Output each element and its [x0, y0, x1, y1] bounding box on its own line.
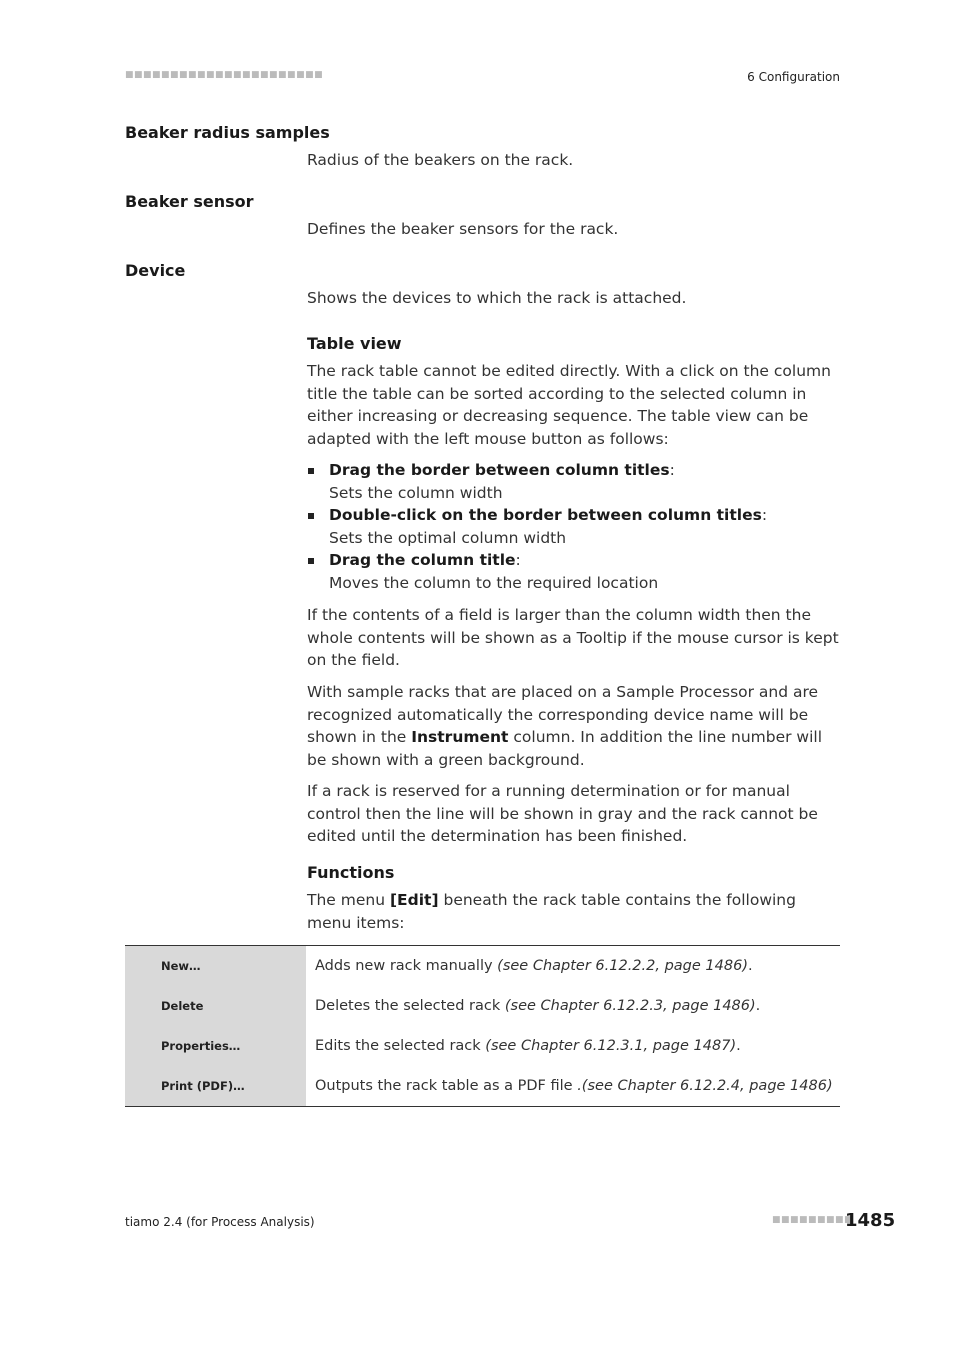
menu-desc-tail: .: [736, 1038, 741, 1054]
menu-desc-text: Outputs the rack table as a PDF file: [315, 1078, 578, 1094]
table-row: [125, 946, 840, 987]
menu-item-description: [306, 1026, 840, 1066]
menu-desc-text: Deletes the selected rack: [315, 998, 505, 1014]
bullet-separator: :: [515, 551, 521, 569]
bullet-title: Drag the border between column titles: [329, 461, 670, 479]
functions-intro: [307, 889, 842, 934]
menu-item-description: [306, 986, 840, 1026]
menu-item-description: [306, 1066, 840, 1107]
menu-desc-ref: (see Chapter 6.12.3.1, page 1487): [485, 1038, 737, 1054]
functions-intro-bold: [Edit]: [389, 891, 439, 909]
bullet-item: [307, 549, 842, 594]
footer-product: tiamo 2.4 (for Process Analysis): [125, 1215, 315, 1229]
reserved-rack-paragraph: If a rack is reserved for a running determination or for manual control then the line will be shown in gray and the rack cannot be edited until the determination has been finished.: [307, 782, 818, 845]
menu-desc-text: Edits the selected rack: [315, 1038, 486, 1054]
menu-desc-text: Adds new rack manually: [315, 958, 498, 974]
bullet-separator: :: [761, 506, 768, 524]
bullet-text: Sets the optimal column width: [329, 528, 567, 547]
menu-desc-ref: (see Chapter 6.12.2.2, page 1486): [497, 958, 748, 974]
sample-para-after: column. In addition the line number will be shown with a green background.: [307, 728, 823, 769]
functions-intro-after: beneath the rack table contains the following menu items:: [307, 891, 796, 932]
bullet-square-icon: [308, 468, 314, 474]
term-device: Device: [125, 261, 186, 280]
menu-desc-ref: (see Chapter 6.12.2.3, page 1486): [504, 998, 756, 1014]
menu-item-properties: Properties…: [125, 1026, 306, 1066]
bullet-separator: :: [669, 461, 675, 479]
sample-para-before: With sample racks that are placed on a Sample Processor and are recognized automatically the corresponding device name will be shown in the: [307, 683, 819, 746]
menu-desc-tail: .: [755, 998, 761, 1014]
menu-item-new: New…: [125, 946, 306, 987]
bullet-title: Double-click on the border between column titles: [329, 506, 762, 524]
sample-para-bold: Instrument: [411, 728, 509, 746]
desc-device: Shows the devices to which the rack is attached.: [307, 289, 687, 307]
table-row: [125, 1066, 840, 1107]
table-view-bullets: [307, 459, 842, 594]
functions-intro-before: The menu: [307, 891, 390, 909]
desc-beaker-sensor: Defines the beaker sensors for the rack.: [307, 220, 619, 238]
bullet-square-icon: [308, 513, 314, 519]
table-row: [125, 1026, 840, 1066]
table-view-heading: Table view: [307, 334, 402, 353]
menu-item-description: [306, 946, 840, 987]
desc-beaker-radius-samples: Radius of the beakers on the rack.: [307, 151, 574, 169]
bullet-item: [307, 504, 842, 549]
bullet-item: [307, 459, 842, 504]
header-chapter: 6 Configuration: [747, 70, 840, 84]
bullet-text: Sets the column width: [329, 483, 503, 502]
tooltip-paragraph: If the contents of a field is larger than the column width then the whole contents will be shown as a Tooltip if the mouse cursor is kept on the field.: [307, 606, 839, 669]
bullet-square-icon: [308, 558, 314, 564]
menu-item-print-pdf: Print (PDF)…: [125, 1066, 306, 1107]
sample-racks-paragraph: [307, 681, 842, 771]
table-row: [125, 986, 840, 1026]
menu-item-delete: Delete: [125, 986, 306, 1026]
page-number: 1485: [845, 1210, 896, 1231]
bullet-text: Moves the column to the required location: [329, 573, 659, 592]
term-beaker-radius-samples: Beaker radius samples: [125, 123, 330, 142]
menu-desc-tail: .: [747, 958, 753, 974]
footer-decoration: ■■■■■■■■■: [772, 1215, 854, 1225]
menu-items-table: [125, 945, 840, 1107]
term-beaker-sensor: Beaker sensor: [125, 192, 254, 211]
table-view-intro: The rack table cannot be edited directly. With a click on the column title the table can be sorted according to the selected column in either increasing or decreasing sequence. The table view can be adapted with the left mouse button as follows:: [307, 362, 831, 448]
functions-heading: Functions: [307, 863, 395, 882]
header-decoration: ■■■■■■■■■■■■■■■■■■■■■■: [125, 70, 324, 80]
menu-desc-ref: .(see Chapter 6.12.2.4, page 1486): [577, 1078, 833, 1094]
bullet-title: Drag the column title: [329, 551, 516, 569]
